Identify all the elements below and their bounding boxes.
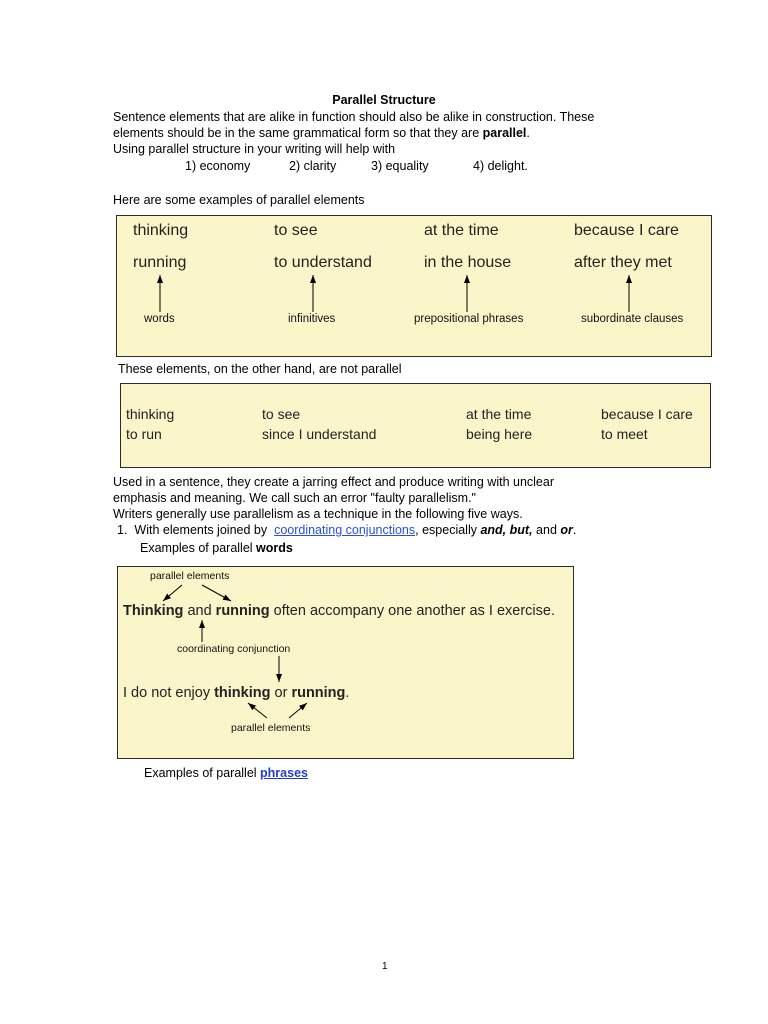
and-word: and — [536, 523, 557, 537]
s1-rest: often accompany one another as I exercise. — [269, 603, 555, 619]
cell-to-see: to see — [274, 222, 318, 239]
intro-line-2-end: . — [526, 126, 530, 140]
item1-mid: , especially — [415, 523, 481, 537]
np-cell-to-meet: to meet — [601, 426, 648, 442]
np-cell-because-i-care: because I care — [601, 406, 693, 422]
benefit-3: 3) equality — [371, 159, 429, 173]
examples-phrases-heading — [144, 765, 308, 781]
coordinating-conjunction-label: coordinating conjunction — [177, 643, 291, 655]
arrow-top-right — [202, 585, 231, 601]
or-emph: or — [560, 523, 573, 537]
s2-or: or — [270, 685, 292, 701]
top-parallel-elements-label: parallel elements — [150, 570, 230, 582]
cell-running: running — [133, 254, 187, 271]
label-subordinate-clauses: subordinate clauses — [581, 313, 684, 325]
label-infinitives: infinitives — [288, 313, 336, 325]
intro-line-1: Sentence elements that are alike in function should also be alike in construction. These — [113, 110, 595, 124]
s2-end: . — [345, 685, 350, 701]
benefit-4: 4) delight. — [473, 159, 528, 173]
np-cell-to-see: to see — [262, 406, 301, 422]
cell-in-the-house: in the house — [424, 254, 512, 271]
cell-after-they-met: after they met — [574, 254, 672, 271]
benefit-1: 1) economy — [185, 159, 251, 173]
np-cell-to-run: to run — [126, 426, 162, 442]
label-prepositional-phrases: prepositional phrases — [414, 313, 524, 325]
cell-to-understand: to understand — [274, 254, 372, 271]
list-number: 1. — [117, 523, 128, 537]
np-cell-at-the-time: at the time — [466, 406, 532, 422]
s2-pre: I do not enjoy — [123, 685, 215, 701]
item1-text: With elements joined by — [134, 523, 271, 537]
and-emph: and, — [480, 523, 507, 537]
np-cell-since-i-understand: since I understand — [262, 426, 377, 442]
page-number: 1 — [382, 961, 388, 972]
label-words: words — [144, 313, 175, 325]
bottom-parallel-elements-label: parallel elements — [231, 722, 311, 734]
arrow-top-left — [163, 585, 182, 601]
s2-running: running — [291, 685, 346, 701]
not-parallel-intro: These elements, on the other hand, are not parallel — [118, 362, 402, 376]
np-cell-being-here: being here — [466, 426, 533, 442]
cell-because-i-care: because I care — [574, 222, 679, 239]
cell-thinking: thinking — [133, 222, 189, 239]
page-title: Parallel Structure — [332, 93, 436, 107]
s1-thinking: Thinking — [123, 603, 184, 619]
intro-line-3: Using parallel structure in your writing will help with — [113, 142, 396, 156]
coordinating-conjunctions-link[interactable]: coordinating conjunctions — [274, 523, 416, 537]
cell-at-the-time: at the time — [424, 222, 499, 239]
arrow-bottom-right — [289, 703, 307, 718]
but-emph: but, — [509, 523, 533, 537]
faulty-line-2: emphasis and meaning. We call such an error "faulty parallelism." — [113, 491, 476, 505]
item1-end: . — [572, 523, 577, 537]
np-cell-thinking: thinking — [126, 406, 175, 422]
words-bold: words — [256, 541, 293, 555]
benefit-2: 2) clarity — [289, 159, 337, 173]
arrow-bottom-left — [248, 703, 267, 718]
examples-phrases-text: Examples of parallel — [144, 766, 261, 780]
parallel-bold: parallel — [482, 126, 527, 140]
phrases-link[interactable]: phrases — [260, 766, 308, 780]
faulty-line-3: Writers generally use parallelism as a technique in the following five ways. — [113, 507, 523, 521]
s1-running: running — [215, 603, 270, 619]
examples-intro: Here are some examples of parallel elements — [113, 193, 365, 207]
intro-line-2-text: elements should be in the same grammatical form so that they are — [113, 126, 483, 140]
s1-and: and — [183, 603, 216, 619]
examples-words-text: Examples of parallel — [140, 541, 257, 555]
s2-thinking: thinking — [214, 685, 271, 701]
faulty-line-1: Used in a sentence, they create a jarring effect and produce writing with unclear — [113, 475, 554, 489]
